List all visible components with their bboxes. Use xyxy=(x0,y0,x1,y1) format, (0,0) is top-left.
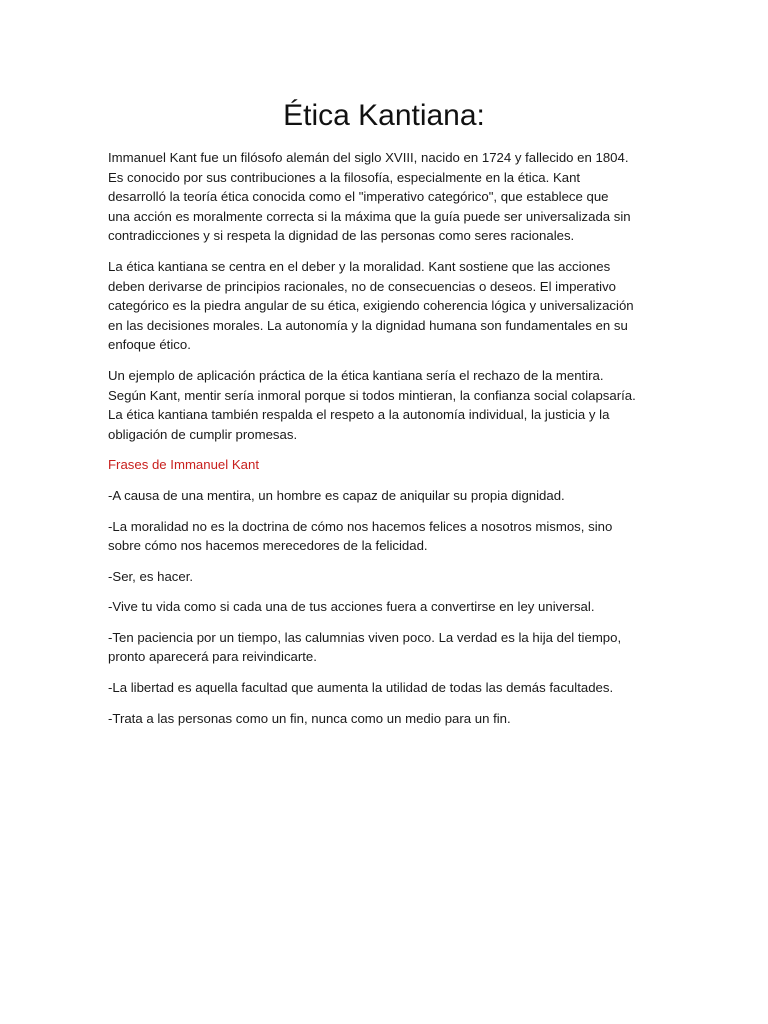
quotes-heading: Frases de Immanuel Kant xyxy=(108,457,259,473)
quote-item: -Ser, es hacer. xyxy=(108,568,194,584)
quote-item: -A causa de una mentira, un hombre es capaz de aniquilar su propia dignidad. xyxy=(108,487,565,503)
page-title: Ética Kantiana: xyxy=(283,99,485,132)
document-body xyxy=(108,148,660,739)
quote-item: -Trata a las personas como un fin, nunca como un medio para un fin. xyxy=(108,710,511,726)
intro-paragraph: Immanuel Kant fue un filósofo alemán del siglo XVIII, nacido en 1724 y fallecido en 1804. Es conocido por sus contribuciones a la filosofía, especialmente en la ética. Kant desarrolló la teoría ética conocida como el "imperativo categórico", que establece que una acción es moralmente correcta si la máxima que la guía puede ser universalizada sin contradicciones y si respeta la dignidad de las personas como seres racionales. xyxy=(108,150,631,244)
example-paragraph: Un ejemplo de aplicación práctica de la ética kantiana sería el rechazo de la mentira. Según Kant, mentir sería inmoral porque si todos mintieran, la confianza social colapsaría. La ética kantiana también respalda el respeto a la autonomía individual, la justicia y la obligación de cumplir promesas. xyxy=(108,367,636,442)
quote-item: -La libertad es aquella facultad que aumenta la utilidad de todas las demás facultades. xyxy=(108,680,614,696)
quote-item: -Ten paciencia por un tiempo, las calumnias viven poco. La verdad es la hija del tiempo, pronto aparecerá para reivindicarte. xyxy=(108,629,622,665)
duty-paragraph: La ética kantiana se centra en el deber y la moralidad. Kant sostiene que las acciones deben derivarse de principios racionales, no de consecuencias o deseos. El imperativo categórico es la piedra angular de su ética, exigiendo coherencia lógica y universalización en las decisiones morales. La autonomía y la dignidad humana son fundamentales en su enfoque ético. xyxy=(108,258,634,353)
quote-item: -Vive tu vida como si cada una de tus acciones fuera a convertirse en ley universal. xyxy=(108,599,595,615)
quote-item: -La moralidad no es la doctrina de cómo nos hacemos felices a nosotros mismos, sino sobre cómo nos hacemos merecedores de la felicidad. xyxy=(108,518,613,554)
